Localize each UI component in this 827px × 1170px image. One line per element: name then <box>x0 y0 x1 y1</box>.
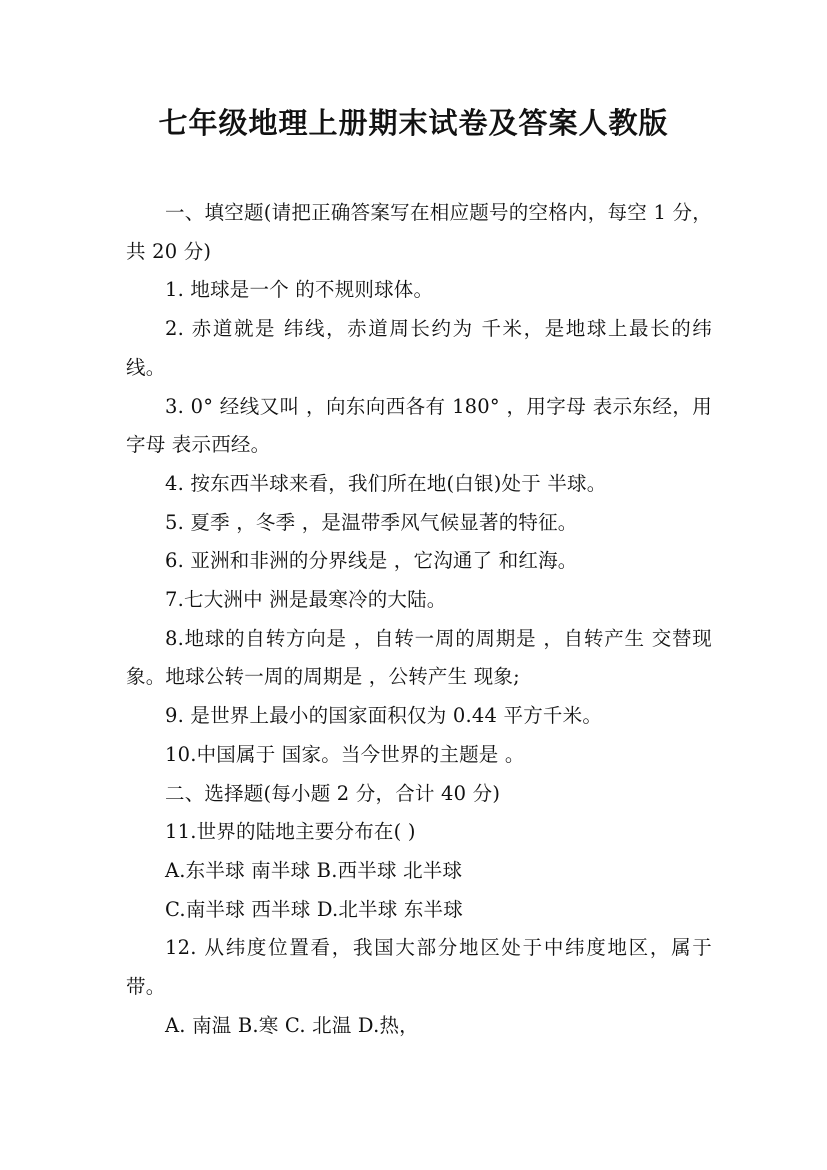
question-11-options-ab: A.东半球 南半球 B.西半球 北半球 <box>165 858 463 882</box>
question-11-options-cd: C.南半球 西半球 D.北半球 东半球 <box>165 897 463 921</box>
question-4: 4. 按东西半球来看，我们所在地(白银)处于 半球。 <box>165 471 607 495</box>
question-5: 5. 夏季 ，冬季 ，是温带季风气候显著的特征。 <box>165 510 578 534</box>
question-6: 6. 亚洲和非洲的分界线是 ，它沟通了 和红海。 <box>165 549 578 573</box>
question-8: 8.地球的自转方向是 ，自转一周的周期是 ，自转产生 交替现象。地球公转一周的周期是 ，公转产生 现象; <box>126 626 712 689</box>
question-2: 2. 赤道就是 纬线，赤道周长约为 千米，是地球上最长的纬线。 <box>126 317 712 379</box>
question-9: 9. 是世界上最小的国家面积仅为 0.44 平方千米。 <box>165 704 603 728</box>
document-body <box>126 194 712 1045</box>
section-heading-fill-in: 一、填空题(请把正确答案写在相应题号的空格内，每空 1 分，共 20 分) <box>126 201 712 263</box>
document-title: 七年级地理上册期末试卷及答案人教版 <box>158 106 669 140</box>
question-12-options: A. 南温 B.寒 C. 北温 D.热， <box>165 1013 419 1037</box>
question-7: 7.七大洲中 洲是最寒冷的大陆。 <box>165 588 447 612</box>
section-heading-multiple-choice: 二、选择题(每小题 2 分，合计 40 分) <box>165 781 501 805</box>
question-10: 10.中国属于 国家。当今世界的主题是 。 <box>165 742 525 766</box>
question-1: 1. 地球是一个 的不规则球体。 <box>165 278 434 302</box>
question-11: 11.世界的陆地主要分布在( ) <box>165 820 416 844</box>
question-3: 3. 0° 经线又叫 ，向东向西各有 180° ，用字母 表示东经，用字母 表示西经。 <box>126 394 712 457</box>
question-12: 12. 从纬度位置看，我国大部分地区处于中纬度地区，属于 带。 <box>126 936 712 999</box>
